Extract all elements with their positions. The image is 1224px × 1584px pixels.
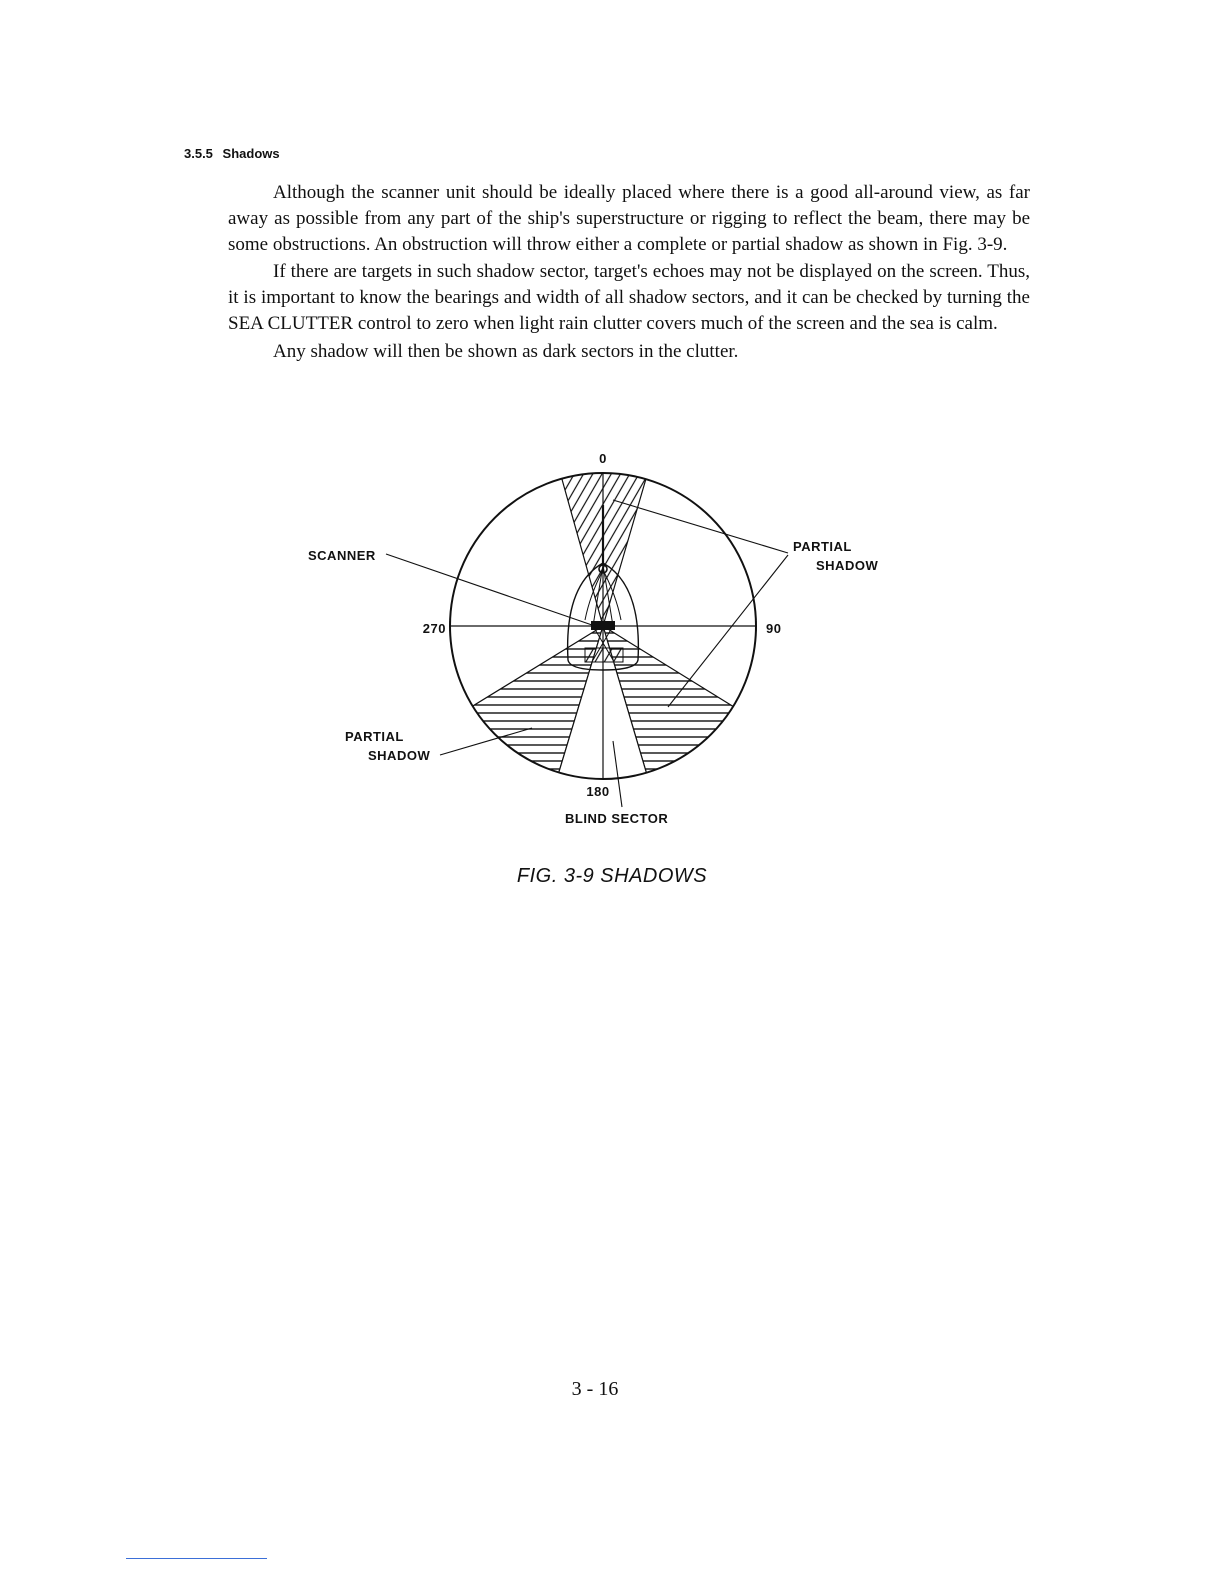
scanner-unit (591, 621, 615, 630)
bearing-label-180: 180 (586, 784, 610, 799)
body-text (228, 180, 1030, 367)
bearing-label-90: 90 (766, 621, 782, 636)
section-heading (184, 146, 280, 161)
blind-sector-label: BLIND SECTOR (565, 811, 669, 826)
footer-rule (126, 1558, 267, 1559)
scanner-label: SCANNER (308, 548, 376, 563)
figure-caption: FIG. 3-9 SHADOWS (516, 865, 708, 887)
paragraph: Although the scanner unit should be ideally placed where there is a good all-around view, as far away as possible from any part of the ship's superstructure or rigging to reflect the beam, there may be some obstructions. An obstruction will throw either a complete or partial shadow as shown in Fig. 3-9. (228, 182, 1030, 255)
page-number: 3 - 16 (571, 1378, 619, 1400)
partial-shadow-left-label-line1: PARTIAL (345, 729, 404, 744)
shadow-diagram (300, 445, 900, 840)
partial-shadow-right-label-line1: PARTIAL (793, 539, 852, 554)
section-number: 3.5.5 (184, 146, 213, 161)
bearing-label-0: 0 (599, 451, 607, 466)
bearing-label-270: 270 (422, 621, 446, 636)
partial-shadow-left-label-line2: SHADOW (368, 748, 431, 763)
hatched-block (585, 648, 623, 662)
leader-line-scanner (386, 554, 592, 625)
shadow-diagram-svg (300, 445, 900, 840)
section-title: Shadows (222, 146, 280, 161)
paragraph: If there are targets in such shadow sector, target's echoes may not be displayed on the screen. Thus, it is important to know the bearings and width of all shadow sectors, and it can be checked by turning the SEA CLUTTER control to zero when light rain clutter covers much of the screen and the sea is calm. (228, 261, 1030, 334)
paragraph: Any shadow will then be shown as dark sectors in the clutter. (273, 340, 739, 362)
partial-shadow-right-label-line2: SHADOW (816, 558, 879, 573)
